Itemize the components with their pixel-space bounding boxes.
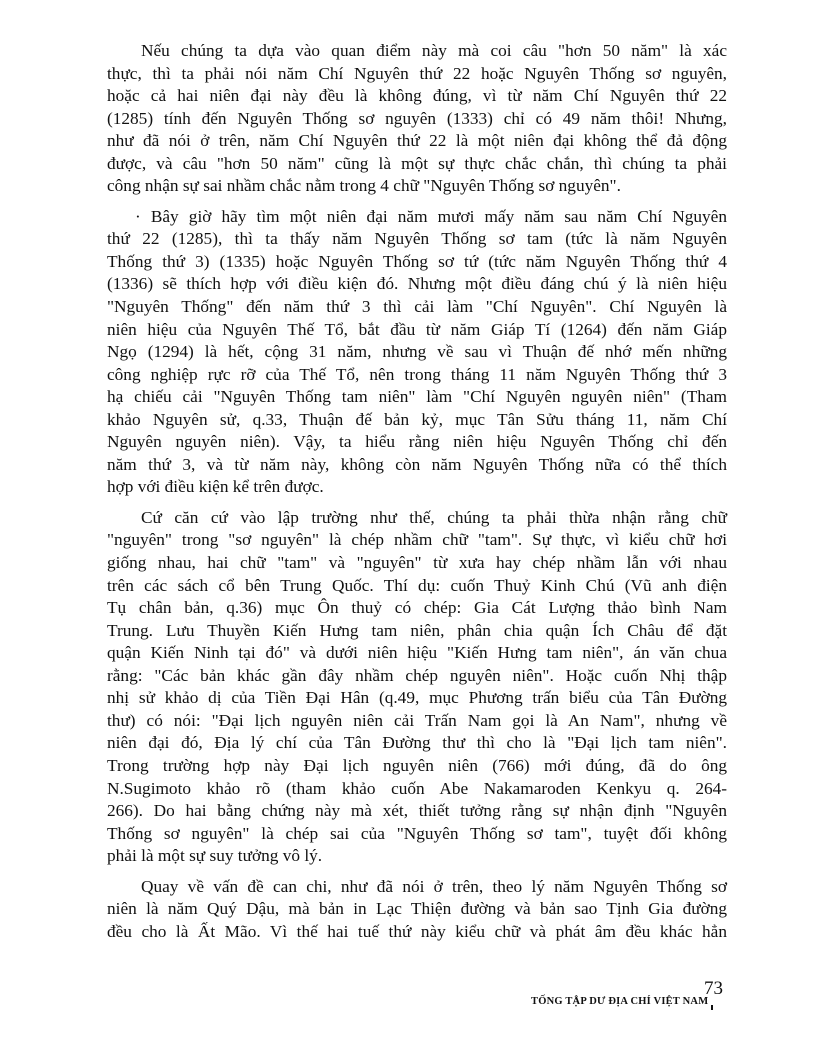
text-line: thư) có nói: "Đại lịch nguyên niên cải Trấn Nam gọi là An Nam", nhưng về — [107, 710, 727, 730]
paragraph-4 — [107, 876, 727, 944]
text-line: Nếu chúng ta dựa vào quan điểm này mà coi câu "hơn 50 năm" là xác — [141, 41, 727, 60]
paragraph-3 — [107, 507, 727, 868]
footer-tick-mark — [711, 1005, 713, 1010]
text-line: Trong trường hợp này Đại lịch nguyên niên (766) mới đúng, đã do ông — [107, 755, 727, 775]
text-line: Thống thứ 3) (1335) hoặc Nguyên Thống sơ tứ (tức năm Nguyên Thống thứ 4 — [107, 251, 727, 271]
text-line: (1285) tính đến Nguyên Thống sơ nguyên (1333) chỉ có 49 năm thôi! Nhưng, — [107, 108, 727, 128]
text-line: trên các sách cổ bên Trung Quốc. Thí dụ: cuốn Thuỷ Kinh Chú (Vũ anh điện — [107, 575, 727, 595]
text-line: Thống sơ nguyên" là chép sai của "Nguyên Thống sơ tam", tuyệt đối không — [107, 823, 727, 843]
text-line: "nguyên" trong "sơ nguyên" là chép nhầm chữ "tam". Sự thực, vì kiểu chữ hơi — [107, 530, 727, 550]
text-line: · Bây giờ hãy tìm một niên đại năm mươi mấy năm sau năm Chí Nguyên — [135, 206, 727, 226]
paragraph-2 — [107, 206, 727, 499]
text-line: hợp với điều kiện kể trên được. — [107, 477, 324, 497]
text-line: niên đại đó, Địa lý chí của Tân Đường thư thì cho là "Đại lịch tam niên". — [107, 733, 727, 753]
text-line: thứ 22 (1285), thì ta thấy năm Nguyên Thống sơ tam (tức là năm Nguyên — [107, 229, 727, 249]
text-line: niên là năm Quý Dậu, mà bản in Lạc Thiện đường và bản sao Tịnh Gia đường — [107, 899, 727, 919]
text-line: rằng: "Các bản khác gần đây nhầm chép nguyên niên". Hoặc cuốn Nhị thập — [107, 665, 727, 685]
text-line: quận Kiến Ninh tại đó" và dưới niên hiệu "Kiến Hưng tam niên", án văn chua — [107, 643, 727, 663]
text-line: niên hiệu của Nguyên Thế Tổ, bắt đầu từ năm Giáp Tí (1264) đến năm Giáp — [107, 319, 727, 339]
text-line: Tụ chân bản, q.36) mục Ôn thuỷ có chép: Gia Cát Lượng thảo bình Nam — [107, 598, 727, 618]
text-line: năm thứ 3, và từ năm này, không còn năm Nguyên Thống nữa có thể thích — [107, 454, 727, 474]
text-line: (1336) sẽ thích hợp với điều kiện đó. Nhưng một điều đáng chú ý là niên hiệu — [107, 274, 727, 294]
text-line: khảo Nguyên sử, q.33, Thuận đế bản kỷ, mục Tân Sửu tháng 11, năm Chí — [107, 409, 727, 429]
text-line: thực, thì ta phải nói năm Chí Nguyên thứ 22 hoặc Nguyên Thống sơ nguyên, — [107, 63, 727, 83]
text-line: đều cho là Ất Mão. Vì thế hai tuế thứ này kiểu chữ và phát âm đều khác hẳn — [107, 921, 727, 941]
text-line: nhị sử khảo dị của Tiền Đại Hân (q.49, mục Phương trấn biểu của Tân Đường — [107, 688, 727, 708]
text-line: phải là một sự suy tưởng vô lý. — [107, 846, 323, 866]
text-line: như đã nói ở trên, năm Chí Nguyên thứ 22 là một niên đại không thể đả động — [107, 131, 727, 151]
text-line: 266). Do hai bằng chứng này mà xét, thiết tưởng rằng sự nhận định "Nguyên — [107, 801, 727, 821]
text-line: Cứ căn cứ vào lập trường như thế, chúng ta phải thừa nhận rằng chữ — [141, 507, 727, 527]
text-line: "Nguyên Thống" đến năm thứ 3 thì cải làm "Chí Nguyên". Chí Nguyên là — [107, 297, 727, 317]
text-line: N.Sugimoto khảo rõ (tham khảo cuốn Abe Nakamaroden Kenkyu q. 264- — [107, 778, 727, 798]
document-body — [107, 40, 727, 951]
running-footer-title: TỐNG TẬP DƯ ĐỊA CHÍ VIỆT NAM — [531, 996, 709, 1007]
text-line: công nghiệp rực rỡ của Thế Tổ, nên trong tháng 11 năm Nguyên Thống thứ 3 — [107, 364, 727, 384]
text-line: giống nhau, hai chữ "tam" và "nguyên" từ xưa hay chép nhầm lẫn với nhau — [107, 553, 727, 573]
text-line: Ngọ (1294) là hết, cộng 31 năm, nhưng về sau vì Thuận đế nhớ mến những — [107, 342, 727, 362]
text-line: Nguyên nguyên niên). Vậy, ta hiểu rằng niên hiệu Nguyên Thống chỉ đến — [107, 432, 727, 452]
text-line: Trung. Lưu Thuyền Kiến Hưng tam niên, phân chia quận Ích Châu để đặt — [107, 620, 727, 640]
text-line: hoặc cả hai niên đại này đều là không đúng, vì từ năm Chí Nguyên thứ 22 — [107, 86, 727, 106]
paragraph-1 — [107, 40, 727, 198]
page-number: 73 — [704, 978, 723, 999]
text-line: công nhận sự sai nhầm chắc nằm trong 4 chữ "Nguyên Thống sơ nguyên". — [107, 176, 621, 196]
text-line: Quay về vấn đề can chi, như đã nói ở trên, theo lý năm Nguyên Thống sơ — [141, 876, 727, 896]
text-line: được, và câu "hơn 50 năm" cũng là một sự thực chắc chắn, thì chúng ta phải — [107, 153, 727, 173]
text-line: hạ chiếu cải "Nguyên Thống tam niên" làm "Chí Nguyên nguyên niên" (Tham — [107, 387, 727, 407]
